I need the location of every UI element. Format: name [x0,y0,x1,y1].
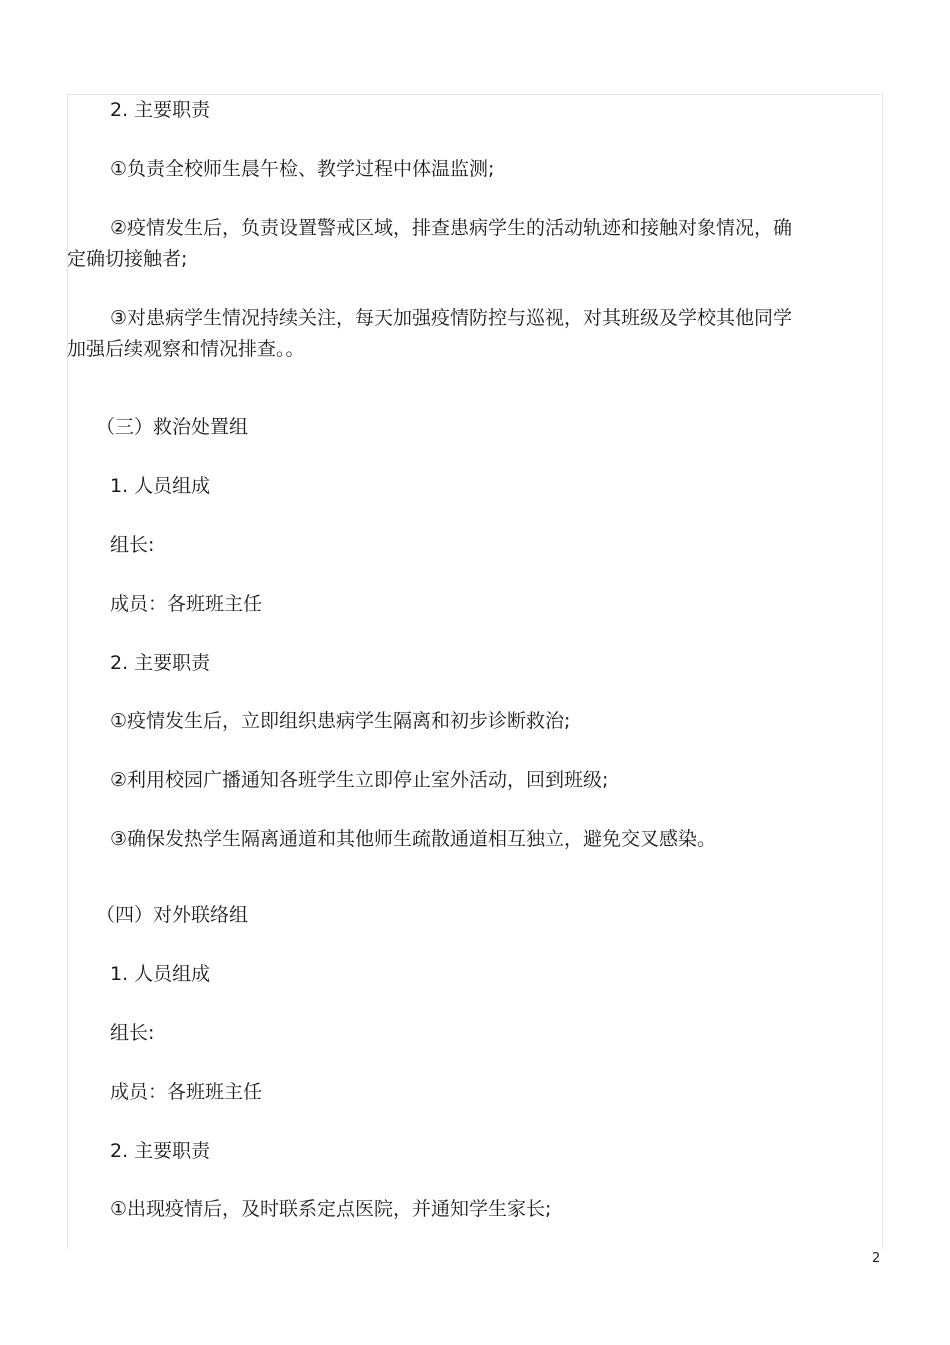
paragraph-duty-1: ①负责全校师生晨午检、教学过程中体温监测; [110,158,495,180]
paragraph-duty-2-line-2: 定确切接触者; [67,248,188,270]
paragraph-duty-3-line-1: ③对患病学生情况持续关注，每天加强疫情防控与巡视，对其班级及学校其他同学 [110,307,793,329]
paragraph-duty-2-line-1: ②疫情发生后，负责设置警戒区域，排查患病学生的活动轨迹和接触对象情况，确 [110,217,793,239]
subheading-main-duties: 2. 主要职责 [110,652,211,674]
subheading-staff-composition: 1. 人员组成 [110,963,211,985]
paragraph-members: 成员：各班班主任 [110,1081,263,1103]
section-heading-treatment-group: （三）救治处置组 [96,416,249,438]
paragraph-group-leader: 组长: [110,1022,155,1044]
subheading-main-duties: 2. 主要职责 [110,1140,211,1162]
paragraph-duty-3: ③确保发热学生隔离通道和其他师生疏散通道相互独立，避免交叉感染。 [110,828,717,850]
page-number: 2 [872,1251,881,1266]
paragraph-duty-1: ①出现疫情后，及时联系定点医院，并通知学生家长; [110,1198,552,1220]
section-heading-external-liaison-group: （四）对外联络组 [96,904,249,926]
paragraph-duty-1: ①疫情发生后，立即组织患病学生隔离和初步诊断救治; [110,710,571,732]
paragraph-members: 成员：各班班主任 [110,593,263,615]
paragraph-group-leader: 组长: [110,534,155,556]
subheading-staff-composition: 1. 人员组成 [110,475,211,497]
subheading-main-duties: 2. 主要职责 [110,99,211,121]
paragraph-duty-3-line-2: 加强后续观察和情况排查。。 [67,338,305,360]
paragraph-duty-2: ②利用校园广播通知各班学生立即停止室外活动，回到班级; [110,769,609,791]
